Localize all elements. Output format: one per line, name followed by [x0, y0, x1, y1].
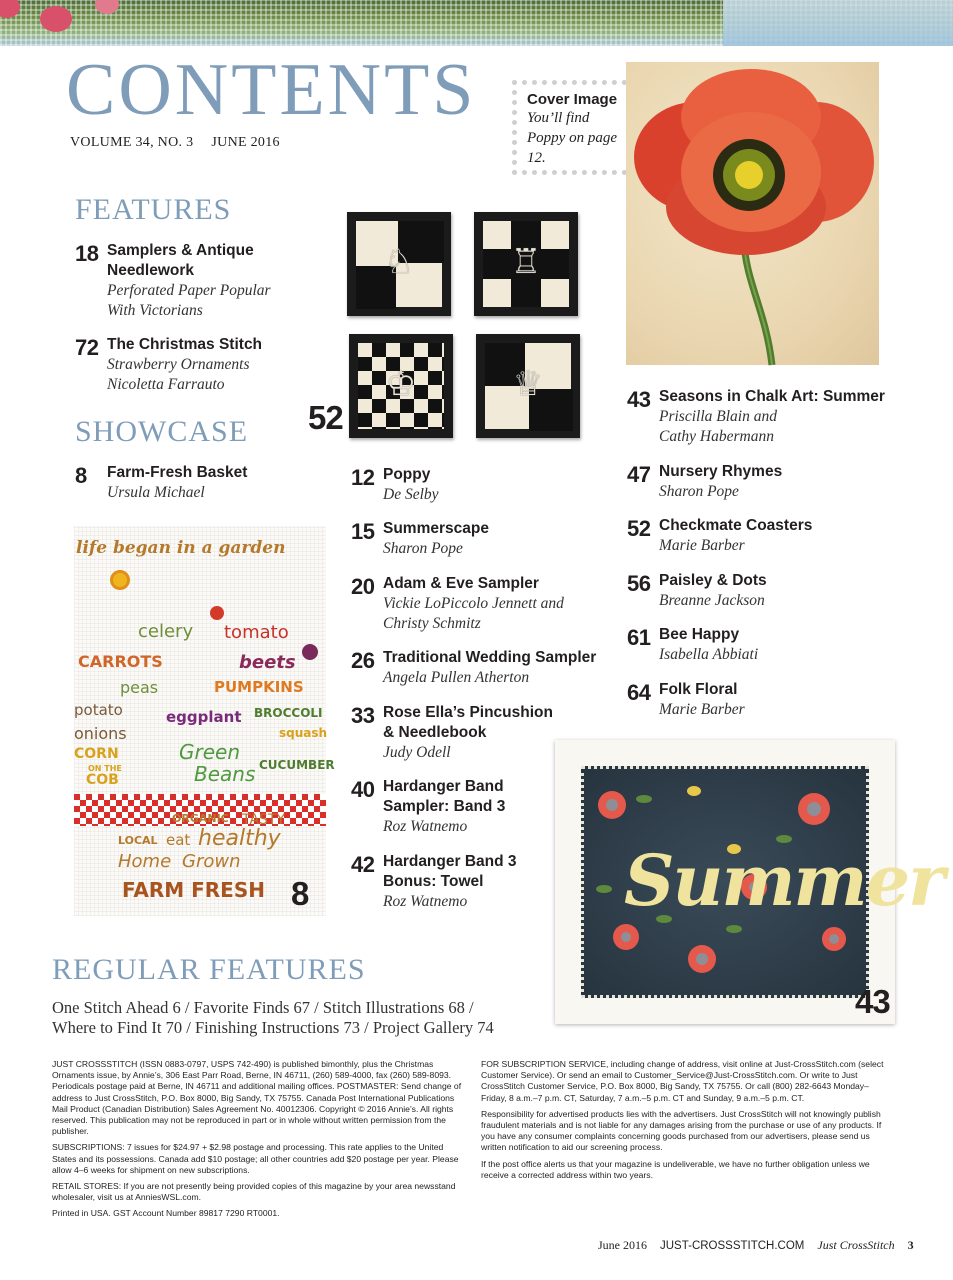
- entry-subtitle: Roz Watnemo: [383, 818, 468, 835]
- footer-date: June 2016: [598, 1238, 647, 1252]
- summer-page-label: 43: [855, 983, 890, 1020]
- entry-subtitle: Priscilla Blain and Cathy Habermann: [659, 408, 777, 445]
- queen-icon: ♕: [512, 364, 544, 404]
- coasters-photo: [345, 210, 585, 442]
- page-number: 20: [351, 574, 375, 599]
- issue-line: [70, 135, 280, 151]
- artwork-text: tomato: [224, 622, 289, 643]
- artwork-text: CARROTS: [78, 652, 163, 671]
- page-number: 64: [627, 680, 651, 705]
- border-flower: [95, 0, 119, 14]
- artwork-text: Green: [179, 740, 241, 764]
- entry-title: Summerscape: [383, 520, 489, 537]
- entry-title: Hardanger Band Sampler: Band 3: [383, 778, 506, 815]
- entry-title: Farm-Fresh Basket: [107, 464, 248, 481]
- summer-artwork-word: Summer: [624, 839, 943, 922]
- page-number: 26: [351, 648, 375, 673]
- toc-entry[interactable]: [75, 335, 335, 395]
- artwork-text: TASTY: [242, 812, 286, 828]
- toc-entry[interactable]: [627, 462, 887, 502]
- issue-date: JUNE 2016: [211, 135, 280, 150]
- entry-subtitle: Perforated Paper Popular With Victorians: [107, 282, 271, 319]
- toc-entry[interactable]: [75, 463, 335, 503]
- artwork-text: potato: [74, 701, 123, 719]
- artwork-text: peas: [120, 678, 159, 697]
- page-number: 42: [351, 852, 375, 877]
- masthead-left-column: [52, 1059, 464, 1225]
- entry-title: Traditional Wedding Sampler: [383, 649, 597, 666]
- toc-entry[interactable]: [75, 241, 335, 321]
- entry-title: Adam & Eve Sampler: [383, 575, 539, 592]
- page-number: 56: [627, 571, 651, 596]
- subscriptions-notice: SUBSCRIPTIONS: 7 issues for $24.97 + $2.98 postage and processing. This rate applies to the United States and its possessions. Canada add $10 postage; all other countries add $20 postage per year. Please allow 4–6 weeks for shipment on new subscriptions.: [52, 1142, 459, 1175]
- page-number: 61: [627, 625, 651, 650]
- artwork-text: squash: [279, 726, 328, 740]
- showcase-heading: SHOWCASE: [75, 415, 249, 448]
- artwork-text: CORN: [74, 746, 119, 762]
- entry-subtitle: Marie Barber: [659, 537, 745, 554]
- responsibility-notice: Responsibility for advertised products lies with the advertisers. Just CrossStitch will not knowingly publish fraudulent materials and is not liable for any damages arising from the purchase or use of any products. If you have any consumer complaints concerning goods purchased from our advertisers, please send us written notification to aid our screening process.: [481, 1108, 882, 1153]
- artwork-text: eggplant: [166, 708, 242, 726]
- poppy-illustration: [626, 62, 879, 365]
- entry-subtitle: Marie Barber: [659, 701, 745, 718]
- publication-notice: JUST CROSSSTITCH (ISSN 0883-0797, USPS 742-490) is published bimonthly, plus the Christmas Ornaments issue, by Annie’s, 306 East Parr Road, Berne, IN 46711, (260) 589-4000, fax (260) 589-8093. Periodicals postage paid at Berne, IN 46711 and additional mailing offices. POSTMASTER: Send change of address to Just CrossStitch, P.O. Box 8000, Big Sandy, TX 75755. Canada Post International Publications Mail Product (Canadian Distribution) Sales Agreement No. 40012306. Copyright © 2016 Annie’s. All rights reserved. This publication may not be reproduced in part or in whole without written permission from the publisher.: [52, 1059, 462, 1137]
- artwork-text: PUMPKINS: [214, 678, 304, 696]
- sunflower-icon: [110, 570, 130, 590]
- page-number: 47: [627, 462, 651, 487]
- entry-subtitle: Ursula Michael: [107, 484, 205, 501]
- cover-note-label: Cover Image: [527, 91, 618, 108]
- top-stitch-border: [0, 0, 953, 46]
- entry-subtitle: Strawberry Ornaments Nicoletta Farrauto: [107, 356, 250, 393]
- printed-notice: Printed in USA. GST Account Number 89817 7290 RT0001.: [52, 1208, 280, 1219]
- coaster: [474, 212, 578, 316]
- artwork-text: celery: [138, 621, 194, 642]
- entry-title: Seasons in Chalk Art: Summer: [659, 388, 885, 405]
- retail-notice: RETAIL STORES: If you are not presently being provided copies of this magazine by your area newsstand wholesaler, visit us at AnniesWSL.com.: [52, 1181, 456, 1203]
- footer-page-number: 3: [907, 1238, 914, 1252]
- footer-magazine-name: Just CrossStitch: [817, 1238, 895, 1252]
- entry-title: Poppy: [383, 466, 431, 483]
- artwork-text: ORGANIC: [172, 812, 229, 825]
- artwork-text: COB: [86, 772, 119, 788]
- regular-features-heading: REGULAR FEATURES: [52, 953, 366, 986]
- entry-title: Hardanger Band 3 Bonus: Towel: [383, 853, 517, 890]
- page-number: 40: [351, 777, 375, 802]
- artwork-text: LOCAL: [118, 834, 158, 847]
- page-number: 18: [75, 241, 99, 266]
- rook-icon: ♖: [510, 242, 542, 282]
- entry-subtitle: Breanne Jackson: [659, 592, 765, 609]
- toc-entry[interactable]: [627, 387, 907, 447]
- toc-entry[interactable]: [351, 519, 611, 559]
- toc-entry[interactable]: [627, 571, 887, 611]
- toc-entry[interactable]: [351, 465, 611, 505]
- artwork-text: healthy: [198, 826, 281, 851]
- border-flower: [40, 6, 72, 32]
- summer-chalk-art-photo: [555, 740, 943, 1024]
- page-number: 12: [351, 465, 375, 490]
- page-footer: [598, 1238, 914, 1253]
- artwork-text: eat: [166, 831, 191, 849]
- coasters-page-label: 52: [308, 399, 343, 436]
- entry-subtitle: Judy Odell: [383, 744, 451, 761]
- entry-subtitle: Sharon Pope: [659, 483, 739, 500]
- artwork-text: BROCCOLI: [254, 706, 323, 720]
- artwork-text: Grown: [182, 851, 241, 872]
- artwork-text: life began in a garden: [76, 538, 286, 558]
- king-icon: ♔: [385, 364, 417, 404]
- volume-number: VOLUME 34, NO. 3: [70, 135, 194, 150]
- entry-subtitle: Sharon Pope: [383, 540, 463, 557]
- tomato-icon: [210, 606, 224, 620]
- subscription-service-notice: FOR SUBSCRIPTION SERVICE, including change of address, visit online at Just-CrossStitch.com (select Customer Service). Or send an email to Customer_Service@Just-CrossStitch.com. Or write to Just CrossStitch Customer Service, P.O. Box 8000, Big Sandy, TX 75755. Or call (800) 282-6643 Monday–Friday, 8 a.m.–7 p.m. CT, Saturday, 7 a.m.–5 p.m. CT and Sunday, 9 a.m.–5 p.m. CT.: [481, 1059, 884, 1103]
- poppy-cover-photo: [626, 62, 879, 365]
- border-flower: [0, 0, 20, 18]
- cover-note: [512, 80, 627, 175]
- entry-title: Nursery Rhymes: [659, 463, 783, 480]
- footer-website-link[interactable]: JUST-CROSSSTITCH.COM: [660, 1240, 805, 1252]
- entry-title: Samplers & Antique Needlework: [107, 242, 254, 279]
- masthead-right-column: [481, 1059, 894, 1186]
- entry-title: Bee Happy: [659, 626, 740, 643]
- artwork-text: Beans: [194, 762, 256, 786]
- farm-fresh-basket-photo: [74, 526, 335, 916]
- page-number: 8: [75, 463, 87, 488]
- beet-icon: [302, 644, 318, 660]
- features-heading: FEATURES: [75, 193, 232, 226]
- regular-features-list: [52, 998, 522, 1038]
- entry-title: The Christmas Stitch: [107, 336, 263, 353]
- page-number: 33: [351, 703, 375, 728]
- entry-subtitle: Angela Pullen Atherton: [383, 669, 530, 686]
- toc-entry[interactable]: [351, 648, 611, 688]
- page-number: 15: [351, 519, 375, 544]
- toc-entry[interactable]: [627, 680, 887, 720]
- regular-features-line: One Stitch Ahead 6 / Favorite Finds 67 / Stitch Illustrations 68 /: [52, 998, 474, 1017]
- post-office-notice: If the post office alerts us that your magazine is undeliverable, we have no further obligation unless we receive a corrected address within two years.: [481, 1158, 870, 1180]
- entry-title: Paisley & Dots: [659, 572, 767, 589]
- page-number: 72: [75, 335, 99, 360]
- page-number: 43: [627, 387, 651, 412]
- artwork-text: CUCUMBER: [259, 758, 335, 772]
- cover-note-text: You’ll find Poppy on page 12.: [527, 110, 617, 166]
- artwork-text: ON THE: [88, 764, 122, 773]
- entry-title: Rose Ella’s Pincushion & Needlebook: [383, 704, 553, 741]
- basket-page-label: 8: [291, 875, 309, 912]
- toc-entry[interactable]: [627, 625, 887, 665]
- page-number: 52: [627, 516, 651, 541]
- artwork-text: Home: [118, 851, 172, 872]
- coaster: [476, 334, 580, 438]
- artwork-text: beets: [239, 652, 296, 673]
- entry-subtitle: Isabella Abbiati: [659, 646, 759, 663]
- entry-subtitle: Vickie LoPiccolo Jennett and Christy Schmitz: [383, 595, 564, 632]
- artwork-text: FARM FRESH: [122, 878, 265, 902]
- toc-entry[interactable]: [351, 574, 611, 634]
- regular-features-line: Where to Find It 70 / Finishing Instructions 73 / Project Gallery 74: [52, 1018, 494, 1037]
- entry-subtitle: Roz Watnemo: [383, 893, 468, 910]
- page-title: CONTENTS: [66, 49, 477, 131]
- entry-title: Folk Floral: [659, 681, 738, 698]
- entry-subtitle: De Selby: [383, 486, 439, 503]
- coaster: [349, 334, 453, 438]
- chalkboard: [581, 766, 943, 998]
- border-sky: [723, 0, 953, 46]
- knight-icon: ♘: [383, 242, 415, 282]
- artwork-text: onions: [74, 724, 127, 743]
- coaster: [347, 212, 451, 316]
- toc-entry[interactable]: [627, 516, 887, 556]
- entry-title: Checkmate Coasters: [659, 517, 813, 534]
